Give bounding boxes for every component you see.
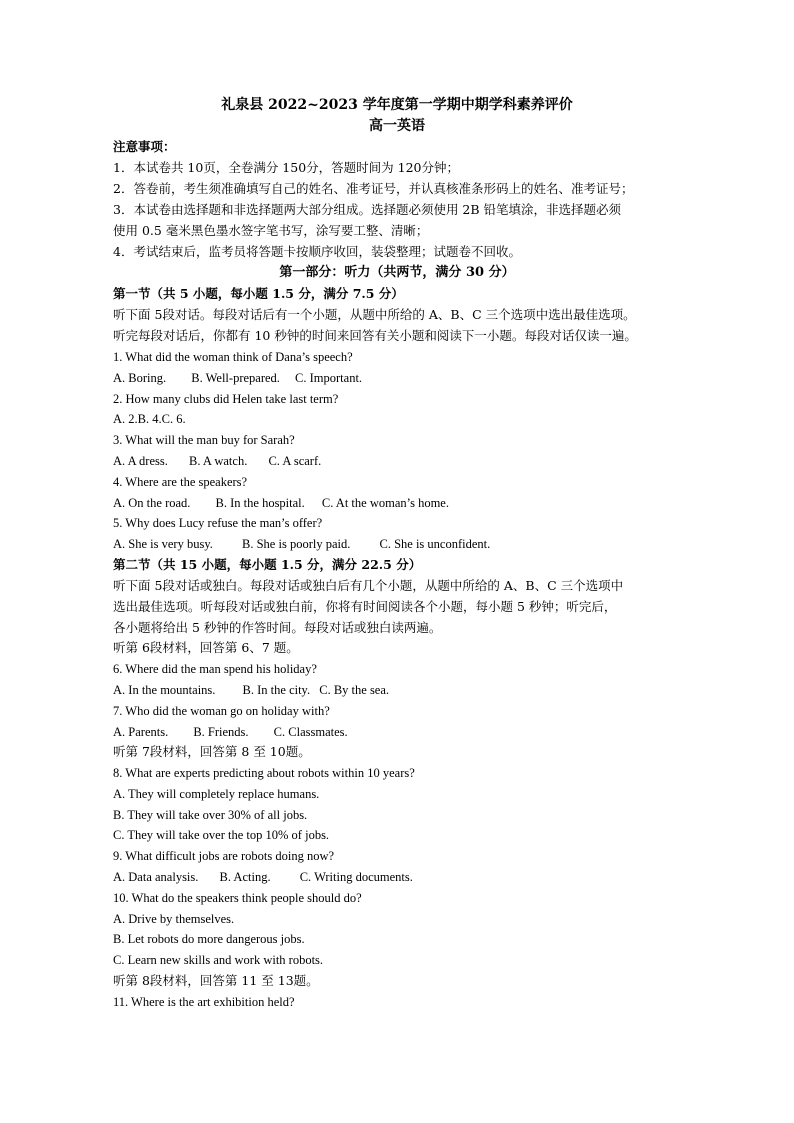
notice-item: 4．考试结束后，监考员将答题卡按顺序收回，装袋整理；试题卷不回收。 — [113, 244, 521, 259]
exam-title: 礼泉县 2022~2023 学年度第一学期中期学科素养评价 — [221, 97, 573, 113]
question-options — [113, 497, 449, 510]
option: A. Data analysis. — [113, 870, 199, 884]
notice-item: 3．本试卷由选择题和非选择题两大部分组成。选择题必须使用 2B 铅笔填涂，非选择题必须 — [113, 202, 622, 217]
option: A. A dress. — [113, 454, 168, 468]
option: A. On the road. — [113, 496, 191, 510]
question-stem: 1. What did the woman think of Dana’s speech? — [113, 350, 353, 364]
option: A. In the mountains. — [113, 683, 216, 697]
option: B. A watch. — [189, 454, 248, 468]
option: A. Drive by themselves. — [113, 912, 235, 926]
option: C. Writing documents. — [299, 870, 413, 884]
section1-heading: 第一节（共 5 小题，每小题 1.5 分，满分 7.5 分） — [113, 286, 404, 301]
option: B. Acting. — [219, 870, 271, 884]
option: B. Friends. — [193, 725, 249, 739]
option: B. Let robots do more dangerous jobs. — [113, 932, 305, 946]
option: C. Learn new skills and work with robots. — [113, 953, 324, 967]
question-options — [113, 455, 321, 468]
material-note: 听第 6段材料，回答第 6、7 题。 — [113, 640, 299, 655]
question-stem: 8. What are experts predicting about robots within 10 years? — [113, 766, 415, 780]
option: A. They will completely replace humans. — [113, 787, 320, 801]
question-options — [113, 372, 362, 385]
question-stem: 3. What will the man buy for Sarah? — [113, 433, 295, 447]
section1-instruction: 听下面 5段对话。每段对话后有一个小题，从题中所给的 A、B、C 三个选项中选出最佳选项。 — [113, 307, 636, 322]
question-options — [113, 684, 389, 697]
question-options — [113, 538, 490, 551]
question-stem: 4. Where are the speakers? — [113, 475, 248, 489]
notice-item: 使用 0.5 毫米黑色墨水签字笔书写，涂写要工整、清晰； — [113, 223, 429, 238]
exam-subtitle: 高一英语 — [369, 118, 425, 134]
question-stem: 2. How many clubs did Helen take last term? — [113, 392, 339, 406]
notice-item: 1．本试卷共 10页，全卷满分 150分，答题时间为 120分钟； — [113, 160, 459, 175]
section2-instruction: 听下面 5段对话或独白。每段对话或独白后有几个小题，从题中所给的 A、B、C 三个选项中 — [113, 578, 624, 593]
part1-heading: 第一部分：听力（共两节，满分 30 分） — [279, 265, 515, 280]
question-options — [113, 726, 348, 739]
section2-heading: 第二节（共 15 小题，每小题 1.5 分，满分 22.5 分） — [113, 557, 422, 572]
question-stem: 5. Why does Lucy refuse the man’s offer? — [113, 516, 323, 530]
material-note: 听第 7段材料，回答第 8 至 10题。 — [113, 744, 311, 759]
question-stem: 10. What do the speakers think people should do? — [113, 891, 362, 905]
option: B. They will take over 30% of all jobs. — [113, 808, 308, 822]
option: A. Boring. — [113, 371, 167, 385]
option: C. By the sea. — [319, 683, 390, 697]
material-note: 听第 8段材料，回答第 11 至 13题。 — [113, 973, 319, 988]
option: A. 2.B. 4.C. 6. — [113, 412, 186, 426]
section1-instruction: 听完每段对话后，你都有 10 秒钟的时间来回答有关小题和阅读下一小题。每段对话仅读一遍。 — [113, 328, 637, 343]
option: B. She is poorly paid. — [242, 537, 351, 551]
option: B. Well-prepared. — [191, 371, 280, 385]
option: A. She is very busy. — [113, 537, 213, 551]
question-stem: 7. Who did the woman go on holiday with? — [113, 704, 330, 718]
question-stem: 9. What difficult jobs are robots doing now? — [113, 849, 335, 863]
section2-instruction: 选出最佳选项。听每段对话或独白前，你将有时间阅读各个小题，每小题 5 秒钟；听完后， — [113, 599, 617, 614]
option: C. At the woman’s home. — [321, 496, 449, 510]
notice-heading: 注意事项： — [113, 139, 176, 154]
notice-item: 2．答卷前，考生须准确填写自己的姓名、准考证号，并认真核准条形码上的姓名、准考证号； — [113, 181, 634, 196]
question-stem: 11. Where is the art exhibition held? — [113, 995, 295, 1009]
option: B. In the city. — [242, 683, 311, 697]
question-options — [113, 871, 413, 884]
question-stem: 6. Where did the man spend his holiday? — [113, 662, 317, 676]
section2-instruction: 各小题将给出 5 秒钟的作答时间。每段对话或独白读两遍。 — [113, 620, 442, 635]
option: C. A scarf. — [268, 454, 322, 468]
option: C. She is unconfident. — [379, 537, 491, 551]
option: A. Parents. — [113, 725, 169, 739]
option: C. They will take over the top 10% of jobs. — [113, 828, 330, 842]
option: B. In the hospital. — [215, 496, 305, 510]
option: C. Classmates. — [273, 725, 348, 739]
option: C. Important. — [295, 371, 363, 385]
